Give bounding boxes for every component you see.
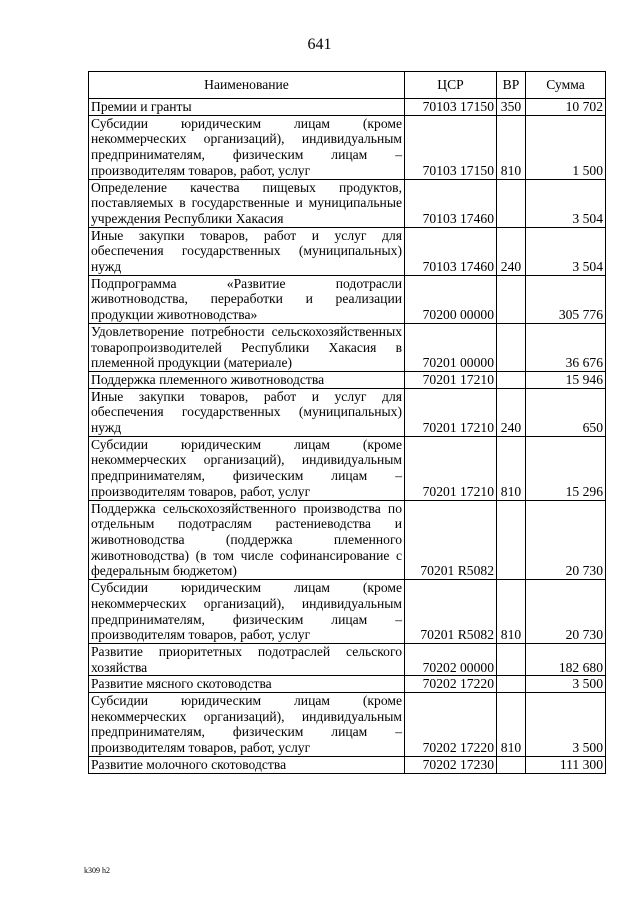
row-vr: [497, 676, 526, 693]
row-name: Субсидии юридическим лицам (кроме некоммерческих организаций), индивидуальным предпринимателям, физическим лицам – производителям товаров, работ, услуг: [89, 115, 405, 179]
table-header-row: [89, 72, 606, 99]
row-vr: [497, 323, 526, 371]
row-sum: 111 300: [526, 756, 606, 773]
row-csr: 70202 00000: [405, 643, 497, 675]
row-csr: 70202 17220: [405, 676, 497, 693]
row-vr: 810: [497, 436, 526, 500]
row-sum: 3 504: [526, 227, 606, 275]
table-row: [89, 676, 606, 693]
table-row: [89, 371, 606, 388]
row-sum: 305 776: [526, 275, 606, 323]
table-row: [89, 275, 606, 323]
row-name: Иные закупки товаров, работ и услуг для обеспечения государственных (муниципальных) нужд: [89, 388, 405, 436]
row-sum: 3 500: [526, 693, 606, 757]
table-row: [89, 388, 606, 436]
row-csr: 70201 00000: [405, 323, 497, 371]
row-vr: 810: [497, 115, 526, 179]
row-csr: 70103 17460: [405, 227, 497, 275]
row-sum: 20 730: [526, 500, 606, 580]
table-row: [89, 227, 606, 275]
table-row: [89, 643, 606, 675]
header-csr: ЦСР: [405, 72, 497, 99]
row-sum: 36 676: [526, 323, 606, 371]
table-row: [89, 580, 606, 644]
row-csr: 70201 17210: [405, 371, 497, 388]
row-vr: [497, 643, 526, 675]
row-sum: 15 296: [526, 436, 606, 500]
table-row: [89, 756, 606, 773]
row-sum: 650: [526, 388, 606, 436]
budget-table: [88, 71, 606, 774]
row-csr: 70200 00000: [405, 275, 497, 323]
row-csr: 70201 R5082: [405, 580, 497, 644]
page-number: 641: [307, 36, 332, 53]
row-sum: 182 680: [526, 643, 606, 675]
row-name: Развитие приоритетных подотраслей сельского хозяйства: [89, 643, 405, 675]
row-name: Удовлетворение потребности сельскохозяйственных товаропроизводителей Республики Хакасия в племенной продукции (материале): [89, 323, 405, 371]
row-vr: 350: [497, 99, 526, 116]
row-vr: [497, 371, 526, 388]
row-sum: 1 500: [526, 115, 606, 179]
table-row: [89, 693, 606, 757]
row-vr: 810: [497, 693, 526, 757]
row-vr: 240: [497, 227, 526, 275]
row-csr: 70202 17230: [405, 756, 497, 773]
header-vr: ВР: [497, 72, 526, 99]
table-row: [89, 99, 606, 116]
row-vr: [497, 756, 526, 773]
row-csr: 70201 17210: [405, 388, 497, 436]
footer-document-code: k309 h2: [84, 866, 110, 875]
row-vr: [497, 179, 526, 227]
row-vr: [497, 275, 526, 323]
row-csr: 70201 R5082: [405, 500, 497, 580]
row-name: Развитие молочного скотоводства: [89, 756, 405, 773]
row-csr: 70103 17150: [405, 99, 497, 116]
row-vr: 810: [497, 580, 526, 644]
table-row: [89, 115, 606, 179]
row-name: Развитие мясного скотоводства: [89, 676, 405, 693]
row-sum: 3 504: [526, 179, 606, 227]
row-name: Субсидии юридическим лицам (кроме некоммерческих организаций), индивидуальным предпринимателям, физическим лицам – производителям товаров, работ, услуг: [89, 693, 405, 757]
table-row: [89, 179, 606, 227]
row-name: Субсидии юридическим лицам (кроме некоммерческих организаций), индивидуальным предпринимателям, физическим лицам – производителям товаров, работ, услуг: [89, 580, 405, 644]
row-name: Иные закупки товаров, работ и услуг для обеспечения государственных (муниципальных) нужд: [89, 227, 405, 275]
row-name: Определение качества пищевых продуктов, поставляемых в государственные и муниципальные учреждения Республики Хакасия: [89, 179, 405, 227]
row-vr: 240: [497, 388, 526, 436]
row-name: Подпрограмма «Развитие подотрасли животноводства, переработки и реализации продукции животноводства»: [89, 275, 405, 323]
table-row: [89, 500, 606, 580]
row-sum: 10 702: [526, 99, 606, 116]
row-sum: 3 500: [526, 676, 606, 693]
row-csr: 70103 17460: [405, 179, 497, 227]
row-name: Премии и гранты: [89, 99, 405, 116]
row-sum: 20 730: [526, 580, 606, 644]
row-name: Поддержка сельскохозяйственного производства по отдельным подотраслям растениеводства и животноводства (поддержка племенного животноводства) (в том числе софинансирование с федеральным бюджетом): [89, 500, 405, 580]
header-name: Наименование: [89, 72, 405, 99]
row-sum: 15 946: [526, 371, 606, 388]
row-csr: 70202 17220: [405, 693, 497, 757]
row-name: Субсидии юридическим лицам (кроме некоммерческих организаций), индивидуальным предпринимателям, физическим лицам – производителям товаров, работ, услуг: [89, 436, 405, 500]
row-csr: 70103 17150: [405, 115, 497, 179]
row-name: Поддержка племенного животноводства: [89, 371, 405, 388]
header-sum: Сумма: [526, 72, 606, 99]
table-row: [89, 323, 606, 371]
row-csr: 70201 17210: [405, 436, 497, 500]
row-vr: [497, 500, 526, 580]
table-row: [89, 436, 606, 500]
